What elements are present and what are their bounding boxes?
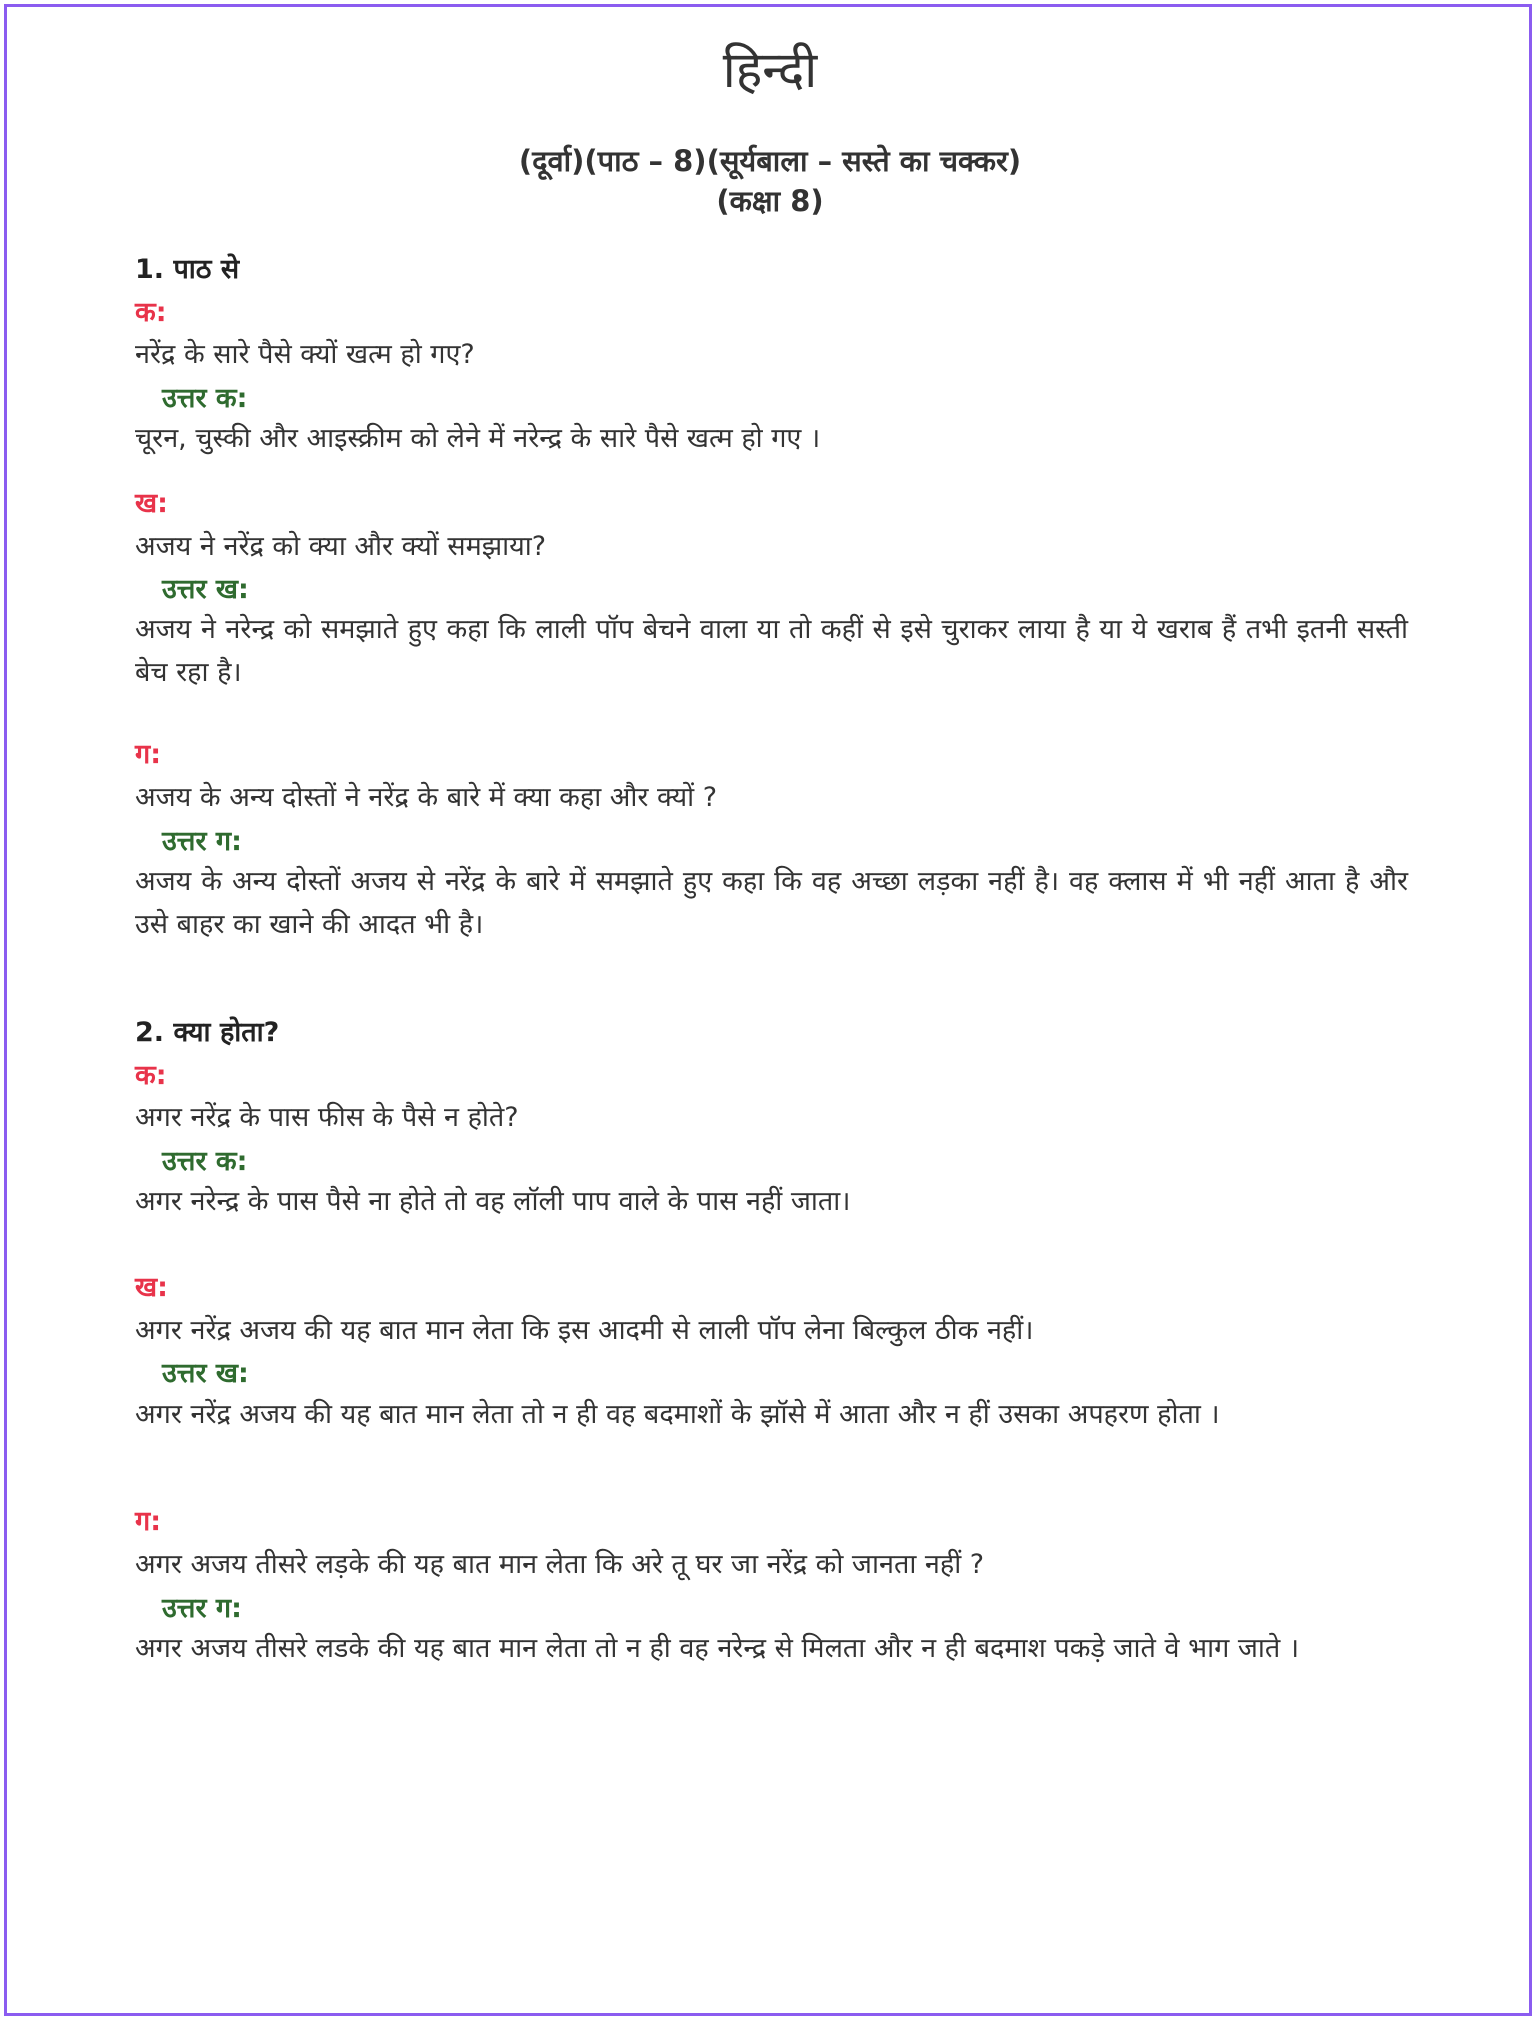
question-label: ग:: [135, 1506, 161, 1537]
answer-text: अगर नरेन्द्र के पास पैसे ना होते तो वह लॉली पाप वाले के पास नहीं जाता।: [135, 1186, 851, 1217]
lesson-subtitle: (दूर्वा)(पाठ – 8)(सूर्यबाला – सस्ते का चक्कर): [518, 144, 1022, 178]
question-label: ख:: [135, 1272, 168, 1303]
answer-text: अगर नरेंद्र अजय की यह बात मान लेता तो न ही वह बदमाशों के झॉसे में आता और न हीं उसका अपहरण होता ।: [135, 1399, 1220, 1430]
answer-label: उत्तर क:: [162, 383, 248, 414]
question-text: अगर नरेंद्र के पास फीस के पैसे न होते?: [135, 1102, 519, 1133]
answer-text: अजय के अन्य दोस्तों अजय से नरेंद्र के बारे में समझाते हुए कहा कि वह अच्छा लड़का नहीं है। वह क्लास में भी नहीं आता है और उसे बाहर का खाने की आदत भी है।: [135, 866, 1408, 940]
answer-label: उत्तर ख:: [162, 1358, 249, 1389]
answer-label: उत्तर क:: [162, 1146, 248, 1177]
answer-label: उत्तर ग:: [162, 1593, 242, 1624]
question-label: क:: [135, 297, 167, 328]
question-text: अजय ने नरेंद्र को क्या और क्यों समझाया?: [135, 531, 547, 562]
answer-label: उत्तर ख:: [162, 574, 249, 605]
question-text: अजय के अन्य दोस्तों ने नरेंद्र के बारे में क्या कहा और क्यों ?: [135, 782, 718, 813]
question-text: अगर अजय तीसरे लड़के की यह बात मान लेता कि अरे तू घर जा नरेंद्र को जानता नहीं ?: [135, 1549, 985, 1580]
answer-text: चूरन, चुस्की और आइस्क्रीम को लेने में नरेन्द्र के सारे पैसे खत्म हो गए ।: [135, 423, 821, 454]
class-label: (कक्षा 8): [716, 184, 824, 218]
answer-text: अजय ने नरेन्द्र को समझाते हुए कहा कि लाली पॉप बेचने वाला या तो कहीं से इसे चुराकर लाया है या ये खराब हैं तभी इतनी सस्ती बेच रहा है।: [135, 614, 1408, 688]
page-title: हिन्दी: [722, 41, 818, 99]
question-label: ग:: [135, 739, 161, 770]
question-text: नरेंद्र के सारे पैसे क्यों खत्म हो गए?: [135, 339, 475, 370]
section-heading: 1. पाठ से: [135, 254, 240, 285]
question-text: अगर नरेंद्र अजय की यह बात मान लेता कि इस आदमी से लाली पॉप लेना बिल्कुल ठीक नहीं।: [135, 1315, 1034, 1346]
question-label: क:: [135, 1060, 167, 1091]
answer-text: अगर अजय तीसरे लडके की यह बात मान लेता तो न ही वह नरेन्द्र से मिलता और न ही बदमाश पकड़े जाते वे भाग जाते ।: [135, 1633, 1300, 1664]
question-label: ख:: [135, 488, 168, 519]
section-heading: 2. क्या होता?: [135, 1017, 280, 1048]
answer-label: उत्तर ग:: [162, 826, 242, 857]
